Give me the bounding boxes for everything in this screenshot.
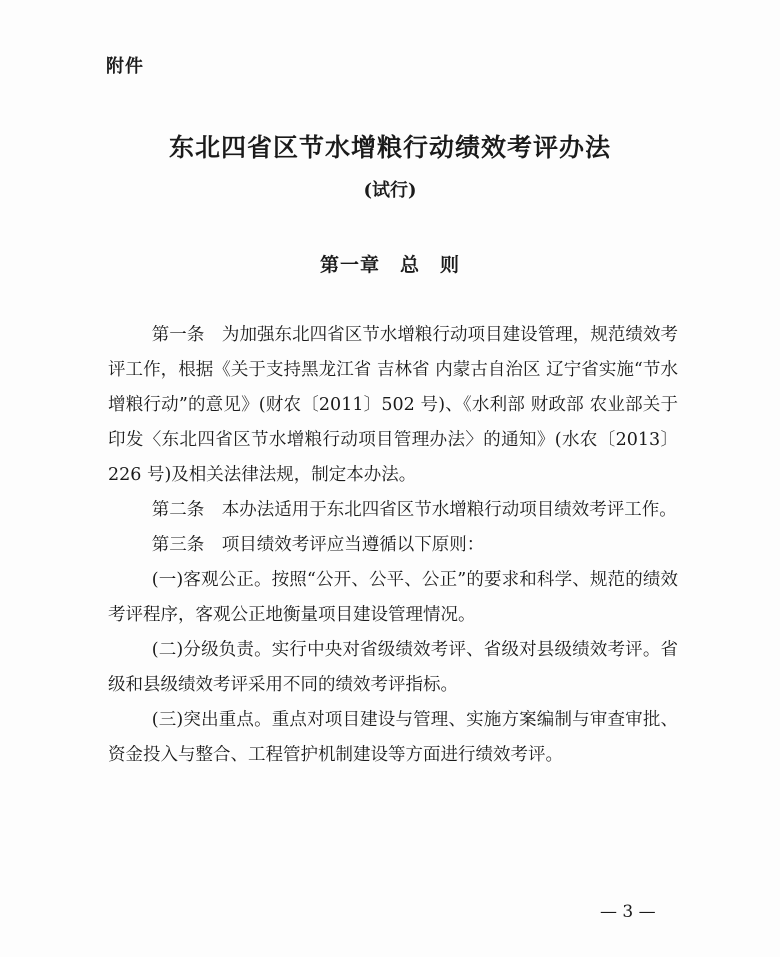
page-number: — 3 —	[600, 902, 656, 922]
article-2-paragraph: 第二条 本办法适用于东北四省区节水增粮行动项目绩效考评工作。	[151, 500, 677, 520]
document-body	[108, 318, 678, 773]
principle-3-paragraph: (三)突出重点。重点对项目建设与管理、实施方案编制与审查审批、资金投入与整合、工程管护机制建设等方面进行绩效考评。	[108, 710, 678, 765]
chapter-heading: 第一章 总 则	[319, 254, 460, 276]
principle-2-paragraph: (二)分级负责。实行中央对省级绩效考评、省级对县级绩效考评。省级和县级绩效考评采用不同的绩效考评指标。	[108, 640, 678, 695]
article-3-paragraph: 第三条 项目绩效考评应当遵循以下原则：	[151, 535, 485, 555]
article-1-paragraph: 第一条 为加强东北四省区节水增粮行动项目建设管理，规范绩效考评工作，根据《关于支持黑龙江省 吉林省 内蒙古自治区 辽宁省实施“节水增粮行动”的意见》(财农〔2011〕502 号)、《水利部 财政部 农业部关于印发〈东北四省区节水增粮行动项目管理办法〉的通知》(水农〔2013〕226 号)及相关法律法规，制定本办法。	[108, 325, 678, 485]
document-subtitle: (试行)	[363, 180, 417, 201]
document-title: 东北四省区节水增粮行动绩效考评办法	[168, 133, 611, 162]
principle-1-paragraph: (一)客观公正。按照“公开、公平、公正”的要求和科学、规范的绩效考评程序，客观公正地衡量项目建设管理情况。	[108, 570, 678, 625]
attachment-label: 附件	[106, 56, 144, 77]
